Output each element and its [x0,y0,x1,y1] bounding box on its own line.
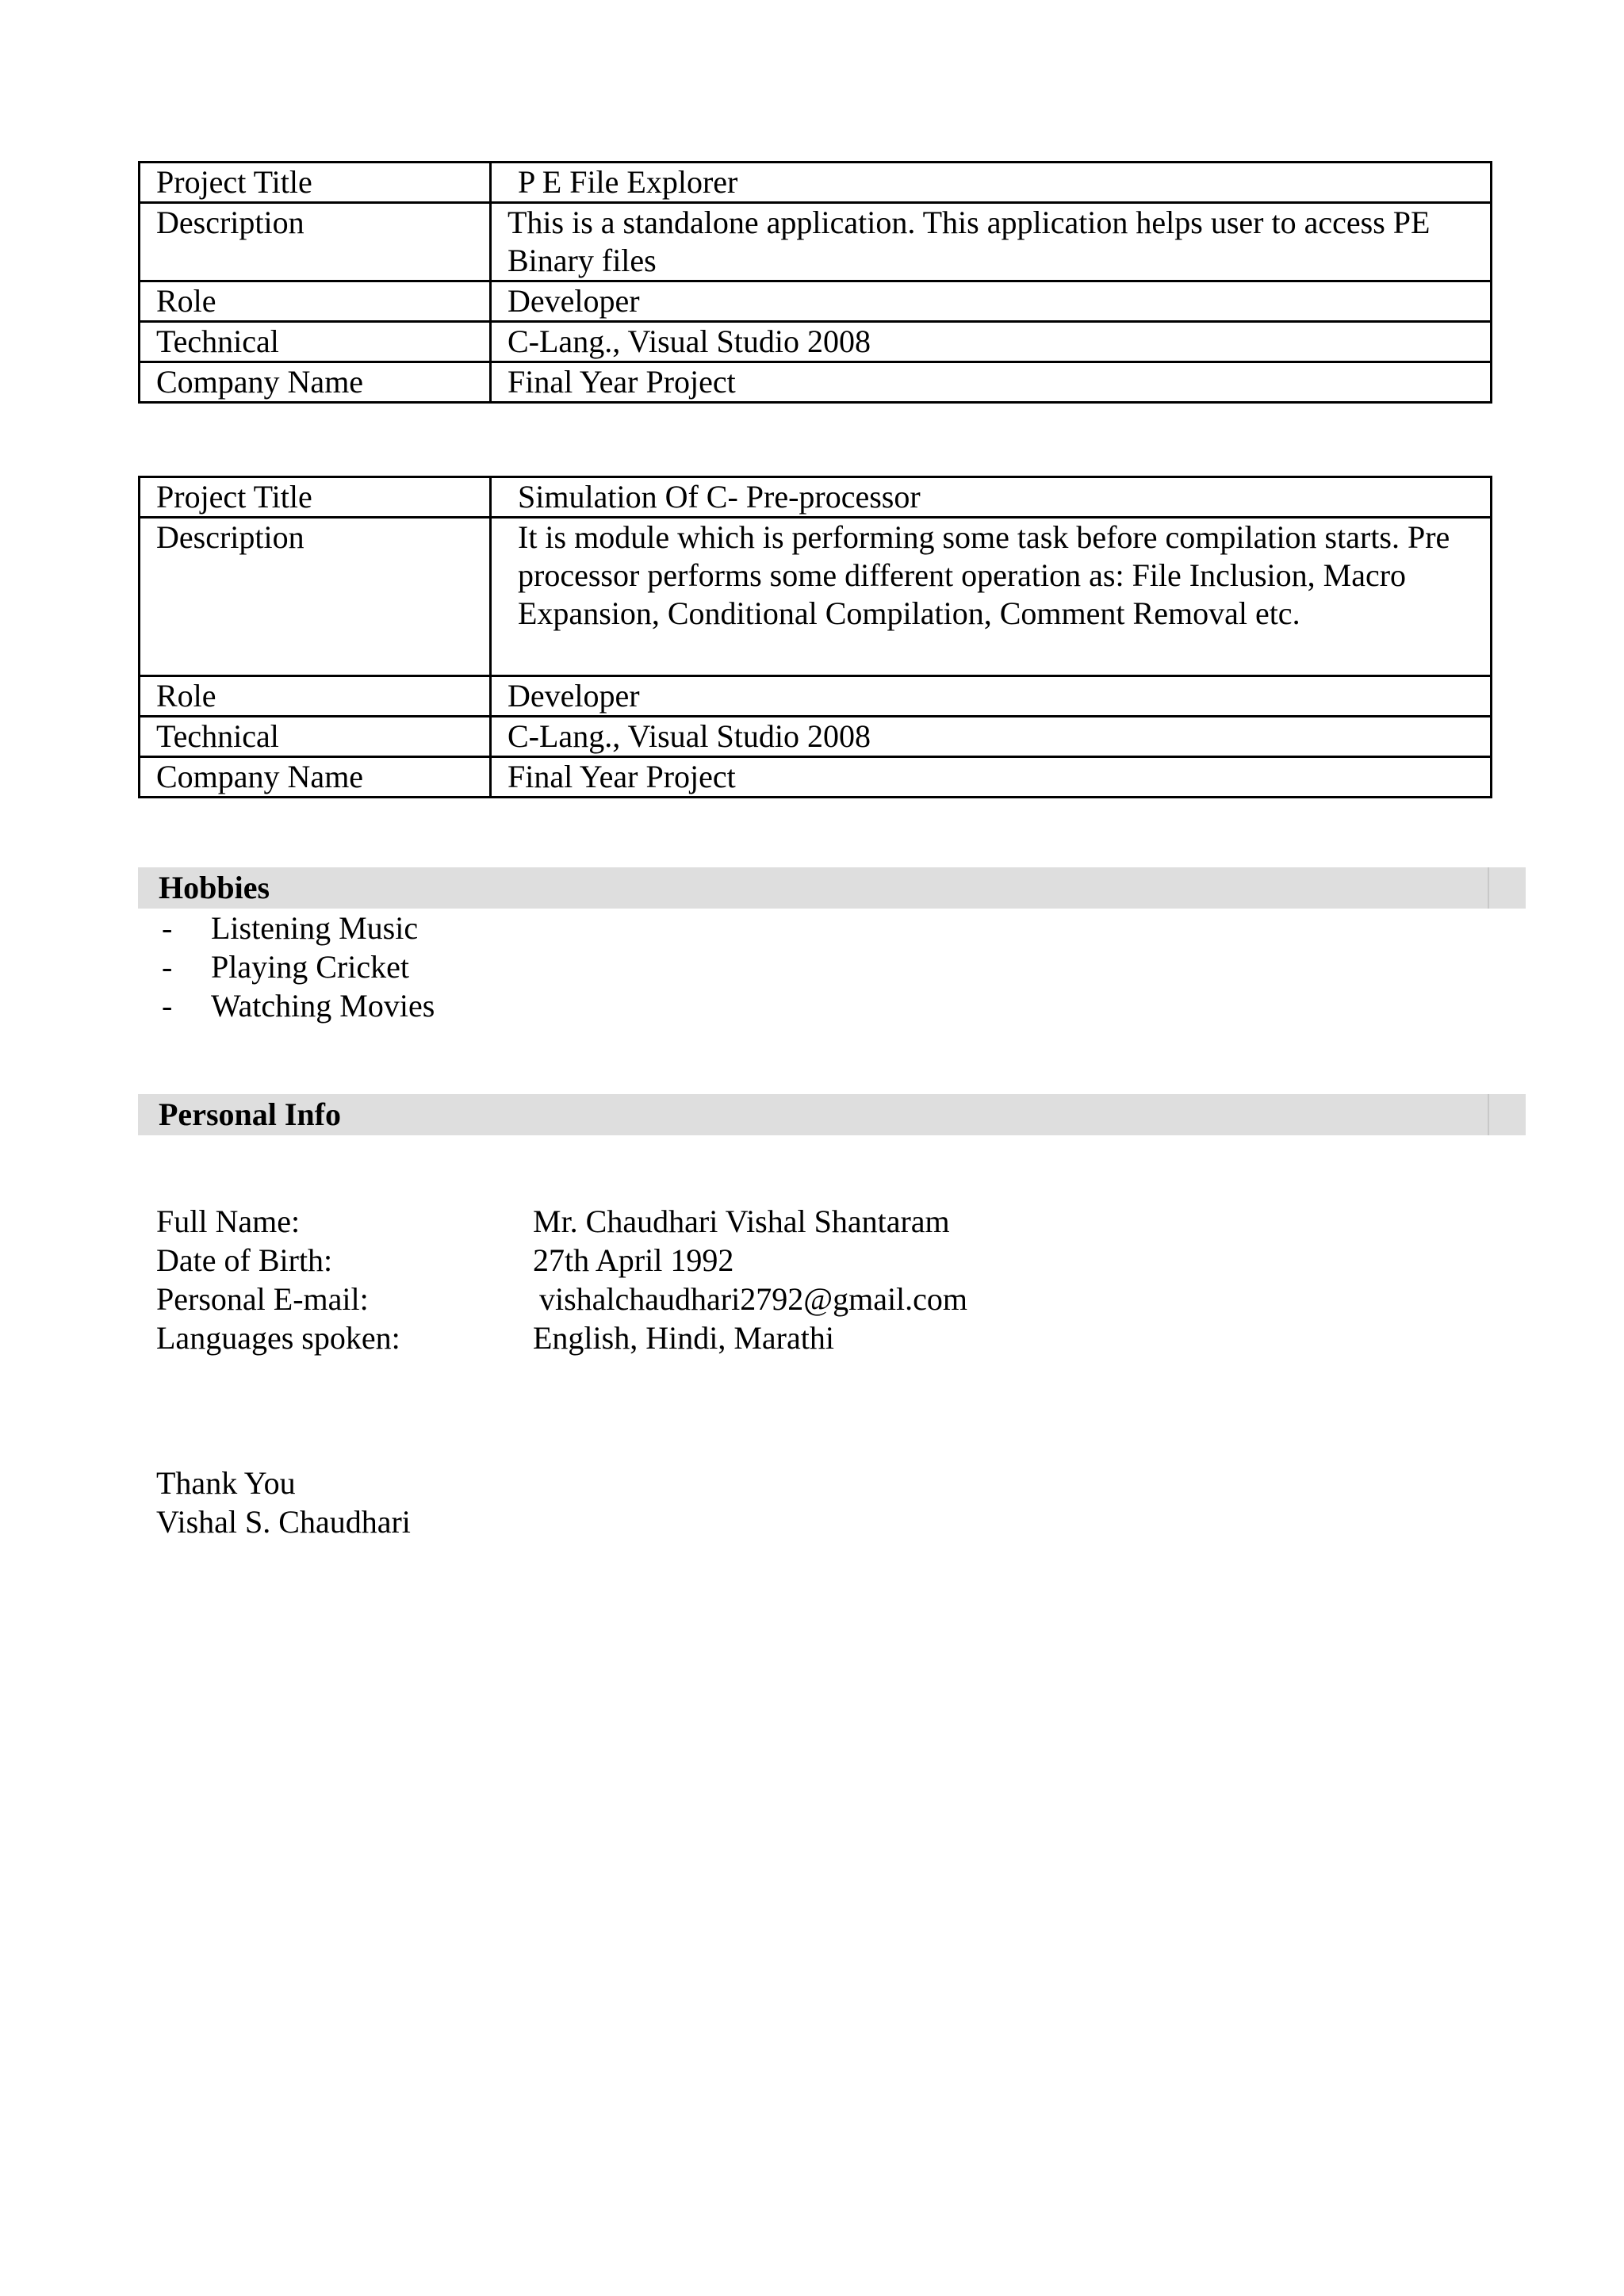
table-row [140,281,1492,322]
company-name-value: Final Year Project [491,362,1492,403]
project-table-c-preprocessor [138,476,1492,798]
hobbies-section-header [138,867,1526,909]
technical-label: Technical [140,717,491,757]
technical-value: C-Lang., Visual Studio 2008 [491,717,1492,757]
languages-value: English, Hindi, Marathi [533,1320,834,1356]
technical-value: C-Lang., Visual Studio 2008 [491,322,1492,362]
bullet-dash: - [162,949,173,985]
bullet-dash: - [162,910,173,946]
role-label: Role [140,676,491,717]
list-item [159,986,435,1025]
hobby-text: Watching Movies [211,988,435,1024]
project-title-value: P E File Explorer [491,163,1492,203]
signature-name: Vishal S. Chaudhari [156,1504,411,1540]
project-title-label: Project Title [140,163,491,203]
email-label: Personal E-mail: [156,1281,369,1317]
table-row [140,676,1492,717]
hobbies-heading: Hobbies [159,870,270,905]
description-value: It is module which is performing some task before compilation starts. Pre processor performs some different operation as: File Inclusion, Macro Expansion, Conditional Compilation, Comment Removal etc. [491,518,1492,676]
personal-info-heading: Personal Info [159,1096,341,1132]
company-name-label: Company Name [140,757,491,798]
table-row [140,322,1492,362]
company-name-label: Company Name [140,362,491,403]
role-value: Developer [491,281,1492,322]
project-title-label: Project Title [140,477,491,518]
description-value: This is a standalone application. This application helps user to access PE Binary files [491,203,1492,281]
table-row [140,757,1492,798]
project-table-pe-file-explorer [138,161,1492,404]
description-label: Description [140,518,491,676]
table-row [140,477,1492,518]
table-row [140,518,1492,676]
thank-you-text: Thank You [156,1465,296,1501]
technical-label: Technical [140,322,491,362]
bullet-dash: - [162,988,173,1024]
date-of-birth-label: Date of Birth: [156,1242,333,1278]
signoff-block [156,1464,411,1541]
full-name-value: Mr. Chaudhari Vishal Shantaram [533,1203,950,1239]
list-item [159,947,435,986]
date-of-birth-value: 27th April 1992 [533,1242,734,1278]
list-item [159,909,435,947]
role-value: Developer [491,676,1492,717]
table-row [140,362,1492,403]
email-value: vishalchaudhari2792@gmail.com [539,1281,968,1317]
table-row [140,163,1492,203]
languages-label: Languages spoken: [156,1320,400,1356]
hobbies-list [159,909,435,1025]
header-divider [1488,1094,1489,1135]
full-name-label: Full Name: [156,1203,301,1239]
description-label: Description [140,203,491,281]
project-title-value: Simulation Of C- Pre-processor [491,477,1492,518]
header-divider [1488,867,1489,909]
table-row [140,203,1492,281]
table-row [140,717,1492,757]
role-label: Role [140,281,491,322]
hobby-text: Playing Cricket [211,949,409,985]
personal-info-section-header [138,1094,1526,1135]
company-name-value: Final Year Project [491,757,1492,798]
hobby-text: Listening Music [211,910,419,946]
